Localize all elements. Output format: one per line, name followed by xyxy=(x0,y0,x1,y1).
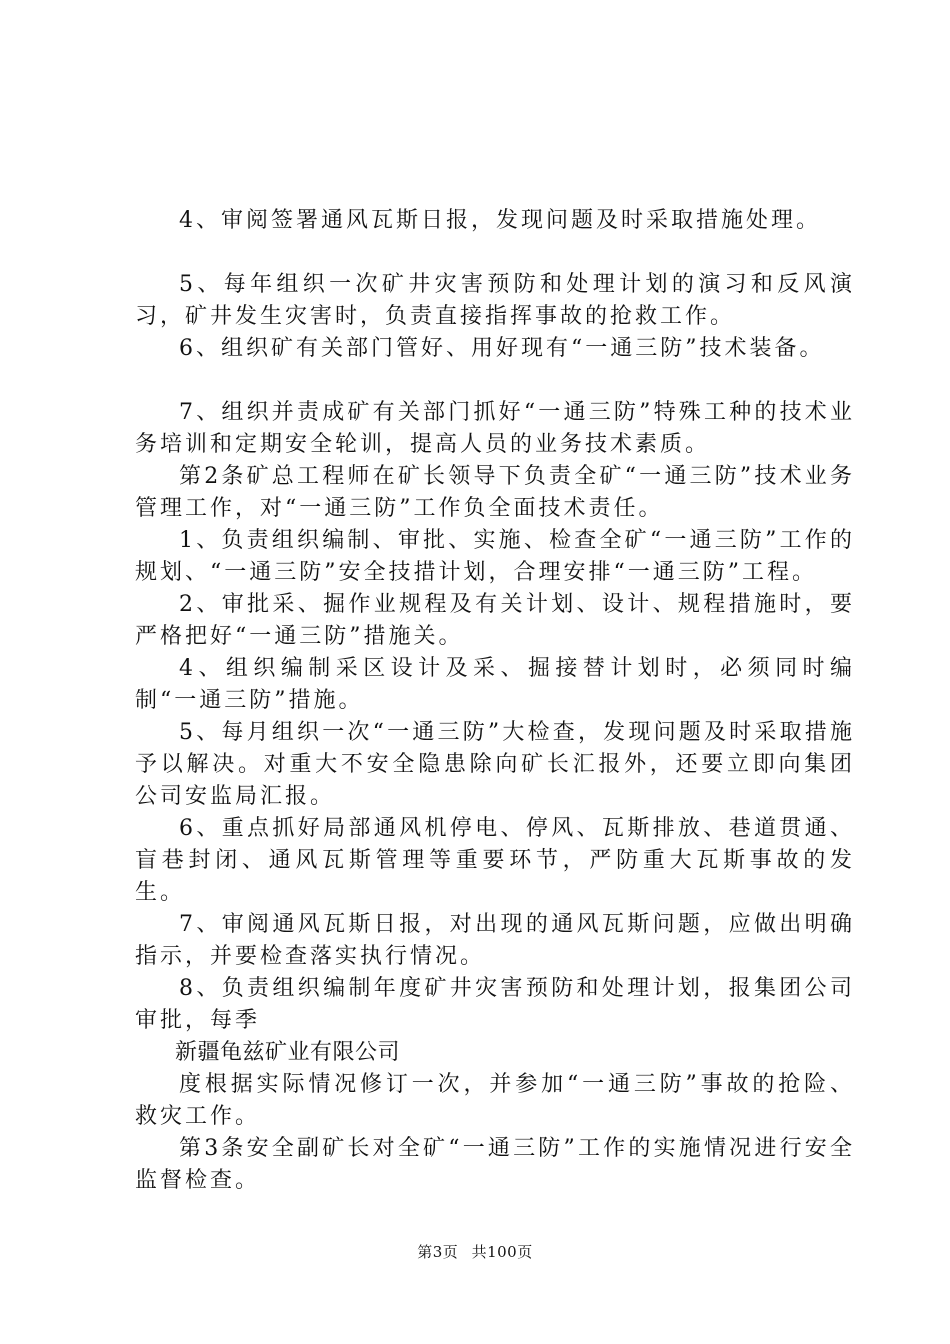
page-number: 第3页 xyxy=(417,1243,459,1261)
paragraph: 5、每月组织一次“一通三防”大检查，发现问题及时采取措施予以解决。对重大不安全隐患除向矿长汇报外，还要立即向集团公司安监局汇报。 xyxy=(135,720,855,809)
paragraph: 5、每年组织一次矿井灾害预防和处理计划的演习和反风演习，矿井发生灾害时，负责直接指挥事故的抢救工作。 xyxy=(135,272,855,329)
paragraph: 6、重点抓好局部通风机停电、停风、瓦斯排放、巷道贯通、盲巷封闭、通风瓦斯管理等重要环节，严防重大瓦斯事故的发生。 xyxy=(135,816,855,905)
page-footer xyxy=(0,1242,950,1262)
paragraph: 7、审阅通风瓦斯日报，对出现的通风瓦斯问题，应做出明确指示，并要检查落实执行情况。 xyxy=(135,912,855,969)
paragraph: 7、组织并责成矿有关部门抓好“一通三防”特殊工种的技术业务培训和定期安全轮训，提高人员的业务技术素质。 xyxy=(135,400,855,457)
page-total: 共100页 xyxy=(471,1243,533,1261)
paragraph: 2、审批采、掘作业规程及有关计划、设计、规程措施时，要严格把好“一通三防”措施关。 xyxy=(135,592,855,649)
paragraph: 第2条矿总工程师在矿长领导下负责全矿“一通三防”技术业务管理工作，对“一通三防”工作负全面技术责任。 xyxy=(135,464,855,521)
paragraph: 第3条安全副矿长对全矿“一通三防”工作的实施情况进行安全监督检查。 xyxy=(135,1136,855,1193)
paragraph: 度根据实际情况修订一次，并参加“一通三防”事故的抢险、救灾工作。 xyxy=(135,1072,855,1129)
paragraph: 4、组织编制采区设计及采、掘接替计划时，必须同时编制“一通三防”措施。 xyxy=(135,656,855,713)
paragraph: 8、负责组织编制年度矿井灾害预防和处理计划，报集团公司审批，每季 xyxy=(135,976,855,1033)
document-body xyxy=(135,205,855,1197)
paragraph: 4、审阅签署通风瓦斯日报，发现问题及时采取措施处理。 xyxy=(179,208,821,233)
paragraph: 6、组织矿有关部门管好、用好现有“一通三防”技术装备。 xyxy=(179,336,825,361)
paragraph: 1、负责组织编制、审批、实施、检查全矿“一通三防”工作的规划、“一通三防”安全技措计划，合理安排“一通三防”工程。 xyxy=(135,528,855,585)
company-name: 新疆龟兹矿业有限公司 xyxy=(175,1040,401,1065)
